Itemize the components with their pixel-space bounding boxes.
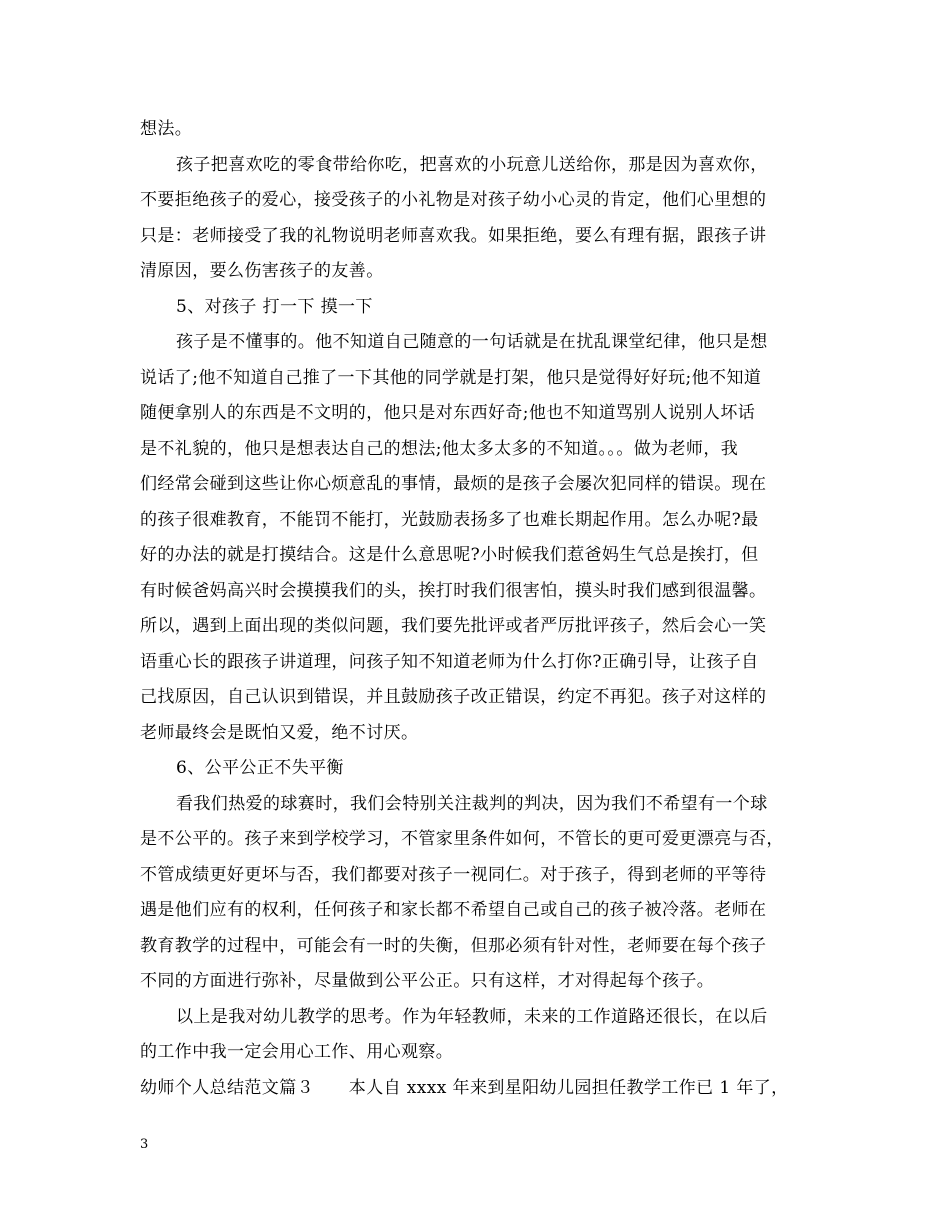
text-line: 有时候爸妈高兴时会摸摸我们的头，挨打时我们很害怕，摸头时我们感到很温馨。 bbox=[140, 581, 767, 601]
text-line: 己找原因，自己认识到错误，并且鼓励孩子改正错误，约定不再犯。孩子对这样的 bbox=[140, 687, 767, 707]
text-line: 说话了;他不知道自己推了一下其他的同学就是打架，他只是觉得好好玩;他不知道 bbox=[140, 368, 762, 388]
page-number: 3 bbox=[140, 1137, 149, 1152]
text-line: 只是：老师接受了我的礼物说明老师喜欢我。如果拒绝，要么有理有据，跟孩子讲 bbox=[140, 226, 767, 246]
text-line: 所以，遇到上面出现的类似问题，我们要先批评或者严厉批评孩子，然后会心一笑 bbox=[140, 616, 767, 636]
text-line: 不要拒绝孩子的爱心，接受孩子的小礼物是对孩子幼小心灵的肯定，他们心里想的 bbox=[140, 190, 767, 210]
text-line: 们经常会碰到这些让你心烦意乱的事情，最烦的是孩子会屡次犯同样的错误。现在 bbox=[140, 474, 767, 494]
text-line: 老师最终会是既怕又爱，绝不讨厌。 bbox=[140, 723, 419, 743]
text-line: 不同的方面进行弥补，尽量做到公平公正。只有这样，才对得起每个孩子。 bbox=[140, 971, 715, 991]
text-line: 教育教学的过程中，可能会有一时的失衡，但那必须有针对性，老师要在每个孩子 bbox=[140, 936, 767, 956]
text-line: 语重心长的跟孩子讲道理，问孩子知不知道老师为什么打你?正确引导，让孩子自 bbox=[140, 652, 759, 672]
paragraph-start-line: 孩子是不懂事的。他不知道自己随意的一句话就是在扰乱课堂纪律，他只是想 bbox=[176, 332, 768, 352]
text-line: 的孩子很难教育，不能罚不能打，光鼓励表扬多了也难长期起作用。怎么办呢?最 bbox=[140, 510, 759, 530]
text-line: 是不礼貌的，他只是想表达自己的想法;他太多太多的不知道。。。做为老师，我 bbox=[140, 439, 739, 459]
text-line: 的工作中我一定会用心工作、用心观察。 bbox=[140, 1042, 454, 1062]
text-line: 是不公平的。孩子来到学校学习，不管家里条件如何，不管长的更可爱更漂亮与否， bbox=[140, 829, 784, 849]
paragraph-start-line: 看我们热爱的球赛时，我们会特别关注裁判的判决，因为我们不希望有一个球 bbox=[176, 794, 768, 814]
text-line: 不管成绩更好更坏与否，我们都要对孩子一视同仁。对于孩子，得到老师的平等待 bbox=[140, 865, 767, 885]
paragraph-start-line: 以上是我对幼儿教学的思考。作为年轻教师，未来的工作道路还很长，在以后 bbox=[176, 1007, 768, 1027]
text-line: 想法。 bbox=[140, 119, 193, 139]
text-line: 遇是他们应有的权利，任何孩子和家长都不希望自己或自己的孩子被冷落。老师在 bbox=[140, 900, 767, 920]
section-heading-6: 6、公平公正不失平衡 bbox=[176, 758, 344, 778]
section-heading-5: 5、对孩子 打一下 摸一下 bbox=[176, 297, 373, 317]
text-line: 好的办法的就是打摸结合。这是什么意思呢?小时候我们惹爸妈生气总是挨打，但 bbox=[140, 545, 759, 565]
paragraph-start-line: 孩子把喜欢吃的零食带给你吃，把喜欢的小玩意儿送给你，那是因为喜欢你， bbox=[176, 155, 768, 175]
text-line: 随便拿别人的东西是不文明的，他只是对东西好奇;他也不知道骂别人说别人坏话 bbox=[140, 403, 756, 423]
text-line: 清原因，要么伤害孩子的友善。 bbox=[140, 261, 384, 281]
article-title-line: 幼师个人总结范文篇３ 本人自 xxxx 年来到星阳幼儿园担任教学工作已 1 年了， bbox=[140, 1078, 789, 1098]
